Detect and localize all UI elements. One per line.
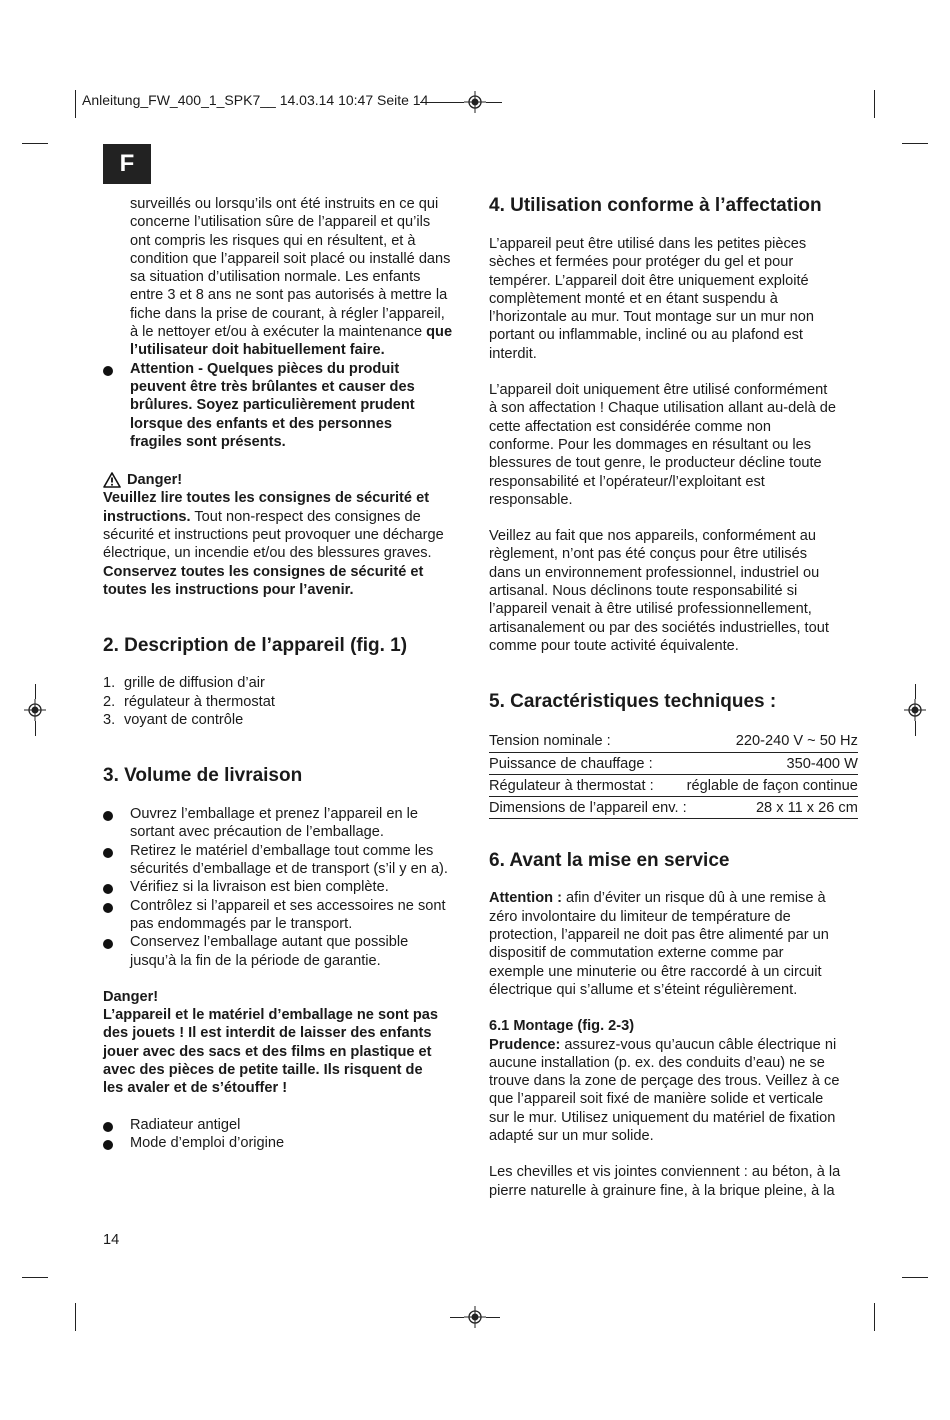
item-number: 3.	[103, 711, 116, 728]
crop-mark	[486, 102, 502, 103]
crop-mark	[874, 90, 875, 118]
paragraph	[489, 889, 849, 999]
list-item	[103, 674, 463, 692]
text-line: Mode d’emploi d’origine	[130, 1134, 285, 1151]
text-line: sécurités d’emballage et de transport (s’il y en a).	[130, 861, 448, 878]
text-line: pas endommagés par le transport.	[130, 915, 353, 932]
text-line: l’utilisateur doit habituellement faire.	[130, 342, 385, 359]
text-line	[103, 508, 463, 526]
table-row	[489, 730, 858, 752]
text-line: Veuillez lire toutes les consignes de sécurité et	[103, 490, 430, 507]
bullet-icon	[103, 939, 113, 949]
crop-mark	[915, 684, 916, 699]
left-column	[103, 195, 463, 1152]
text-span: que	[426, 324, 453, 341]
registration-mark-icon	[464, 1306, 486, 1328]
text-line: lorsque des enfants et des personnes	[130, 415, 392, 432]
spec-value: réglable de façon continue	[687, 774, 858, 796]
contents-bullet-list	[103, 1116, 463, 1153]
crop-mark	[22, 143, 48, 144]
text-span: instructions.	[103, 508, 191, 525]
text-line: L’appareil peut être utilisé dans les petites pièces	[489, 236, 807, 252]
section-6-title: 6. Avant la mise en service	[489, 850, 730, 872]
text-line: zéro involontaire du limiteur de température de	[489, 908, 791, 925]
bullet-icon	[103, 1122, 113, 1132]
text-line: trouve dans la zone de perçage des trous. Veillez à ce	[489, 1073, 840, 1090]
file-header: Anleitung_FW_400_1_SPK7__ 14.03.14 10:47 Seite 14	[82, 92, 429, 108]
language-tab: F	[103, 144, 151, 184]
text-line: que l’appareil soit fixé de manière solide et verticale	[489, 1091, 824, 1108]
text-line: blessures de tout genre, le producteur décline toute	[489, 455, 822, 472]
crop-mark	[874, 1303, 875, 1331]
item-number: 1.	[103, 675, 116, 692]
text-line: des jouets ! Il est interdit de laisser des enfants	[103, 1025, 432, 1042]
bullet-icon	[103, 884, 113, 894]
paragraph	[489, 1163, 849, 1200]
spec-label: Dimensions de l’appareil env. :	[489, 797, 687, 819]
section-5-title: 5. Caractéristiques techniques :	[489, 691, 777, 713]
text-line: dans un environnement professionnel, industriel ou	[489, 564, 820, 581]
page-number: 14	[103, 1232, 120, 1248]
text-line: l’appareil venait à être utilisé professionnellement,	[489, 601, 812, 618]
intro-paragraph	[103, 195, 463, 360]
text-line: dispositif de commutation externe comme par	[489, 945, 784, 962]
list-item	[103, 711, 463, 729]
text-line: adapté sur un mur solide.	[489, 1127, 654, 1144]
text-line: ont compris les risques qui en résultent, et à	[130, 232, 416, 249]
table-row	[489, 797, 858, 819]
bullet-icon	[103, 1140, 113, 1150]
attention-bullet-list	[103, 360, 463, 451]
text-line: fiche dans la prise de courant, à régler l’appareil,	[130, 305, 445, 322]
text-line: L’appareil et le matériel d’emballage ne sont pas	[103, 1007, 438, 1024]
text-line: entre 3 et 8 ans ne sont pas autorisés à mettre la	[130, 287, 448, 304]
text-line: interdit.	[489, 345, 537, 362]
list-item	[103, 842, 463, 879]
text-line: exemple une minuterie ou être raccordé à un circuit	[489, 963, 822, 980]
section-4-title: 4. Utilisation conforme à l’affectation	[489, 195, 822, 216]
text-line: responsable.	[489, 491, 573, 508]
right-column	[489, 194, 858, 1200]
text-line: Conservez l’emballage autant que possible	[130, 934, 409, 951]
spec-label: Puissance de chauffage :	[489, 752, 687, 774]
text-span: Attention :	[489, 890, 562, 907]
text-line: Les chevilles et vis jointes conviennent : au béton, à la	[489, 1164, 841, 1181]
subsection-6-1-title: 6.1 Montage (fig. 2-3)	[489, 1018, 635, 1035]
text-line: avec des pièces de petite taille. Ils risquent de	[103, 1061, 423, 1078]
text-line: aucune installation (p. ex. des conduits d’eau) ne se	[489, 1054, 825, 1071]
text-line: électrique, un incendie et/ou des blessures graves.	[103, 545, 432, 562]
text-line: l’horizontale au mur. Tout montage sur un mur non	[489, 309, 815, 326]
list-item	[103, 1134, 463, 1152]
text-line: sa situation d’utilisation normale. Les enfants	[130, 269, 421, 286]
text-line: Vérifiez si la livraison est bien complète.	[130, 879, 389, 896]
spec-value: 28 x 11 x 26 cm	[687, 797, 858, 819]
text-line: sécurité et instructions peut provoquer une décharge	[103, 527, 444, 544]
text-line: portant ou inflammable, incliné ou au plafond est	[489, 327, 803, 344]
crop-mark	[915, 721, 916, 736]
text-line: Attention - Quelques pièces du produit	[130, 360, 400, 377]
text-line: Veillez au fait que nos appareils, conformément au	[489, 528, 816, 545]
text-span: afin d’éviter un risque dû à une remise à	[561, 890, 826, 907]
text-line: jusqu’à la fin de la période de garantie.	[130, 952, 381, 969]
spec-value: 220-240 V ~ 50 Hz	[687, 730, 858, 752]
crop-mark	[75, 1303, 76, 1331]
text-span: à le nettoyer et/ou à exécuter la maintenance	[130, 324, 427, 341]
list-item	[103, 897, 463, 934]
text-line: toutes les instructions pour l’avenir.	[103, 581, 354, 598]
list-item	[103, 805, 463, 842]
text-line: protection, l’appareil ne doit pas être alimenté par un	[489, 927, 829, 944]
item-text: voyant de contrôle	[124, 711, 244, 728]
text-line: sèches et fermées pour protéger du gel et pour	[489, 254, 794, 271]
crop-mark	[35, 684, 36, 699]
crop-mark	[902, 1277, 928, 1278]
delivery-bullet-list	[103, 805, 463, 970]
registration-mark-icon	[464, 91, 486, 113]
section-3-title: 3. Volume de livraison	[103, 765, 303, 787]
item-text: régulateur à thermostat	[124, 693, 275, 710]
text-line: à son affectation ! Chaque utilisation allant au-delà de	[489, 400, 836, 417]
danger-2-title: Danger!	[103, 988, 159, 1005]
text-line: Retirez le matériel d’emballage tout comme les	[130, 842, 434, 859]
paragraph	[489, 381, 849, 509]
warning-triangle-icon	[103, 472, 121, 488]
section-2-title: 2. Description de l’appareil (fig. 1)	[103, 635, 408, 657]
paragraph	[489, 1036, 849, 1146]
crop-mark	[902, 143, 928, 144]
spec-label: Tension nominale :	[489, 730, 687, 752]
text-line: artisanalement ou par des sociétés industrielles, tout	[489, 619, 829, 636]
text-line: Radiateur antigel	[130, 1116, 241, 1133]
text-line	[489, 889, 849, 907]
item-text: grille de diffusion d’air	[124, 675, 265, 692]
list-item	[103, 933, 463, 970]
crop-mark	[450, 1317, 464, 1318]
list-item	[103, 878, 463, 896]
registration-mark-icon	[904, 699, 926, 721]
text-line: L’appareil doit uniquement être utilisé conformément	[489, 382, 828, 399]
text-line: condition que l’appareil soit placé ou installé dans	[130, 250, 451, 267]
tech-specs-table	[489, 730, 858, 819]
crop-mark	[486, 1317, 500, 1318]
table-row	[489, 774, 858, 796]
parts-list	[103, 674, 463, 729]
text-span: Prudence:	[489, 1036, 561, 1053]
text-line: les avaler et de s’étouffer !	[103, 1080, 288, 1097]
crop-mark	[22, 1277, 48, 1278]
text-line: sur le mur. Utilisez uniquement du matériel de fixation	[489, 1109, 836, 1126]
paragraph	[489, 235, 849, 363]
text-line: concerne l’utilisation sûre de l’appareil et qu’ils	[130, 214, 431, 231]
text-line: artisanal. Nous déclinons toute responsabilité si	[489, 583, 798, 600]
bullet-icon	[103, 366, 113, 376]
text-line: complètement monté et en étant suspendu à	[489, 290, 778, 307]
text-line: Ouvrez l’emballage et prenez l’appareil en le	[130, 806, 418, 823]
text-span: assurez-vous qu’aucun câble électrique ni	[560, 1036, 837, 1053]
text-line: comme pour toute activité équivalente.	[489, 637, 739, 654]
list-item	[103, 1116, 463, 1134]
text-line: sortant avec précaution de l’emballage.	[130, 824, 384, 841]
spec-value: 350-400 W	[687, 752, 858, 774]
text-line	[489, 1036, 849, 1054]
text-span: Tout non-respect des consignes de	[190, 508, 421, 525]
item-number: 2.	[103, 693, 116, 710]
spec-label: Régulateur à thermostat :	[489, 774, 687, 796]
text-line: jouer avec des sacs et des films en plastique et	[103, 1043, 432, 1060]
list-item	[103, 360, 463, 451]
bullet-icon	[103, 848, 113, 858]
text-line: tempérer. L’appareil doit être uniquement exploité	[489, 272, 809, 289]
crop-mark	[35, 721, 36, 736]
danger-heading	[103, 471, 463, 489]
text-line: conforme. Pour les dommages en résultant ou les	[489, 436, 812, 453]
text-line: Conservez toutes les consignes de sécurité et	[103, 563, 424, 580]
bullet-icon	[103, 811, 113, 821]
paragraph	[489, 527, 849, 655]
text-line: pierre naturelle à grainure fine, à la brique pleine, à la	[489, 1182, 835, 1199]
list-item	[103, 693, 463, 711]
crop-mark	[75, 90, 76, 118]
bullet-icon	[103, 903, 113, 913]
text-line: peuvent être très brûlantes et causer des	[130, 378, 415, 395]
registration-mark-icon	[24, 699, 46, 721]
text-line: fragiles sont présents.	[130, 433, 286, 450]
text-line: électrique qui s’allume et s’éteint régulièrement.	[489, 981, 798, 998]
text-line	[130, 323, 463, 341]
table-row	[489, 752, 858, 774]
text-line: surveillés ou lorsqu’ils ont été instruits en ce qui	[130, 196, 439, 212]
danger-title: Danger!	[127, 472, 183, 489]
text-line: responsabilité et l’opérateur/l’exploitant est	[489, 473, 765, 490]
text-line: cette affectation est considérée comme non	[489, 418, 772, 435]
text-line: brûlures. Soyez particulièrement prudent	[130, 397, 415, 414]
text-line: règlement, n’ont pas été conçus pour être utilisés	[489, 546, 807, 563]
text-line: Contrôlez si l’appareil et ses accessoires ne sont	[130, 897, 446, 914]
